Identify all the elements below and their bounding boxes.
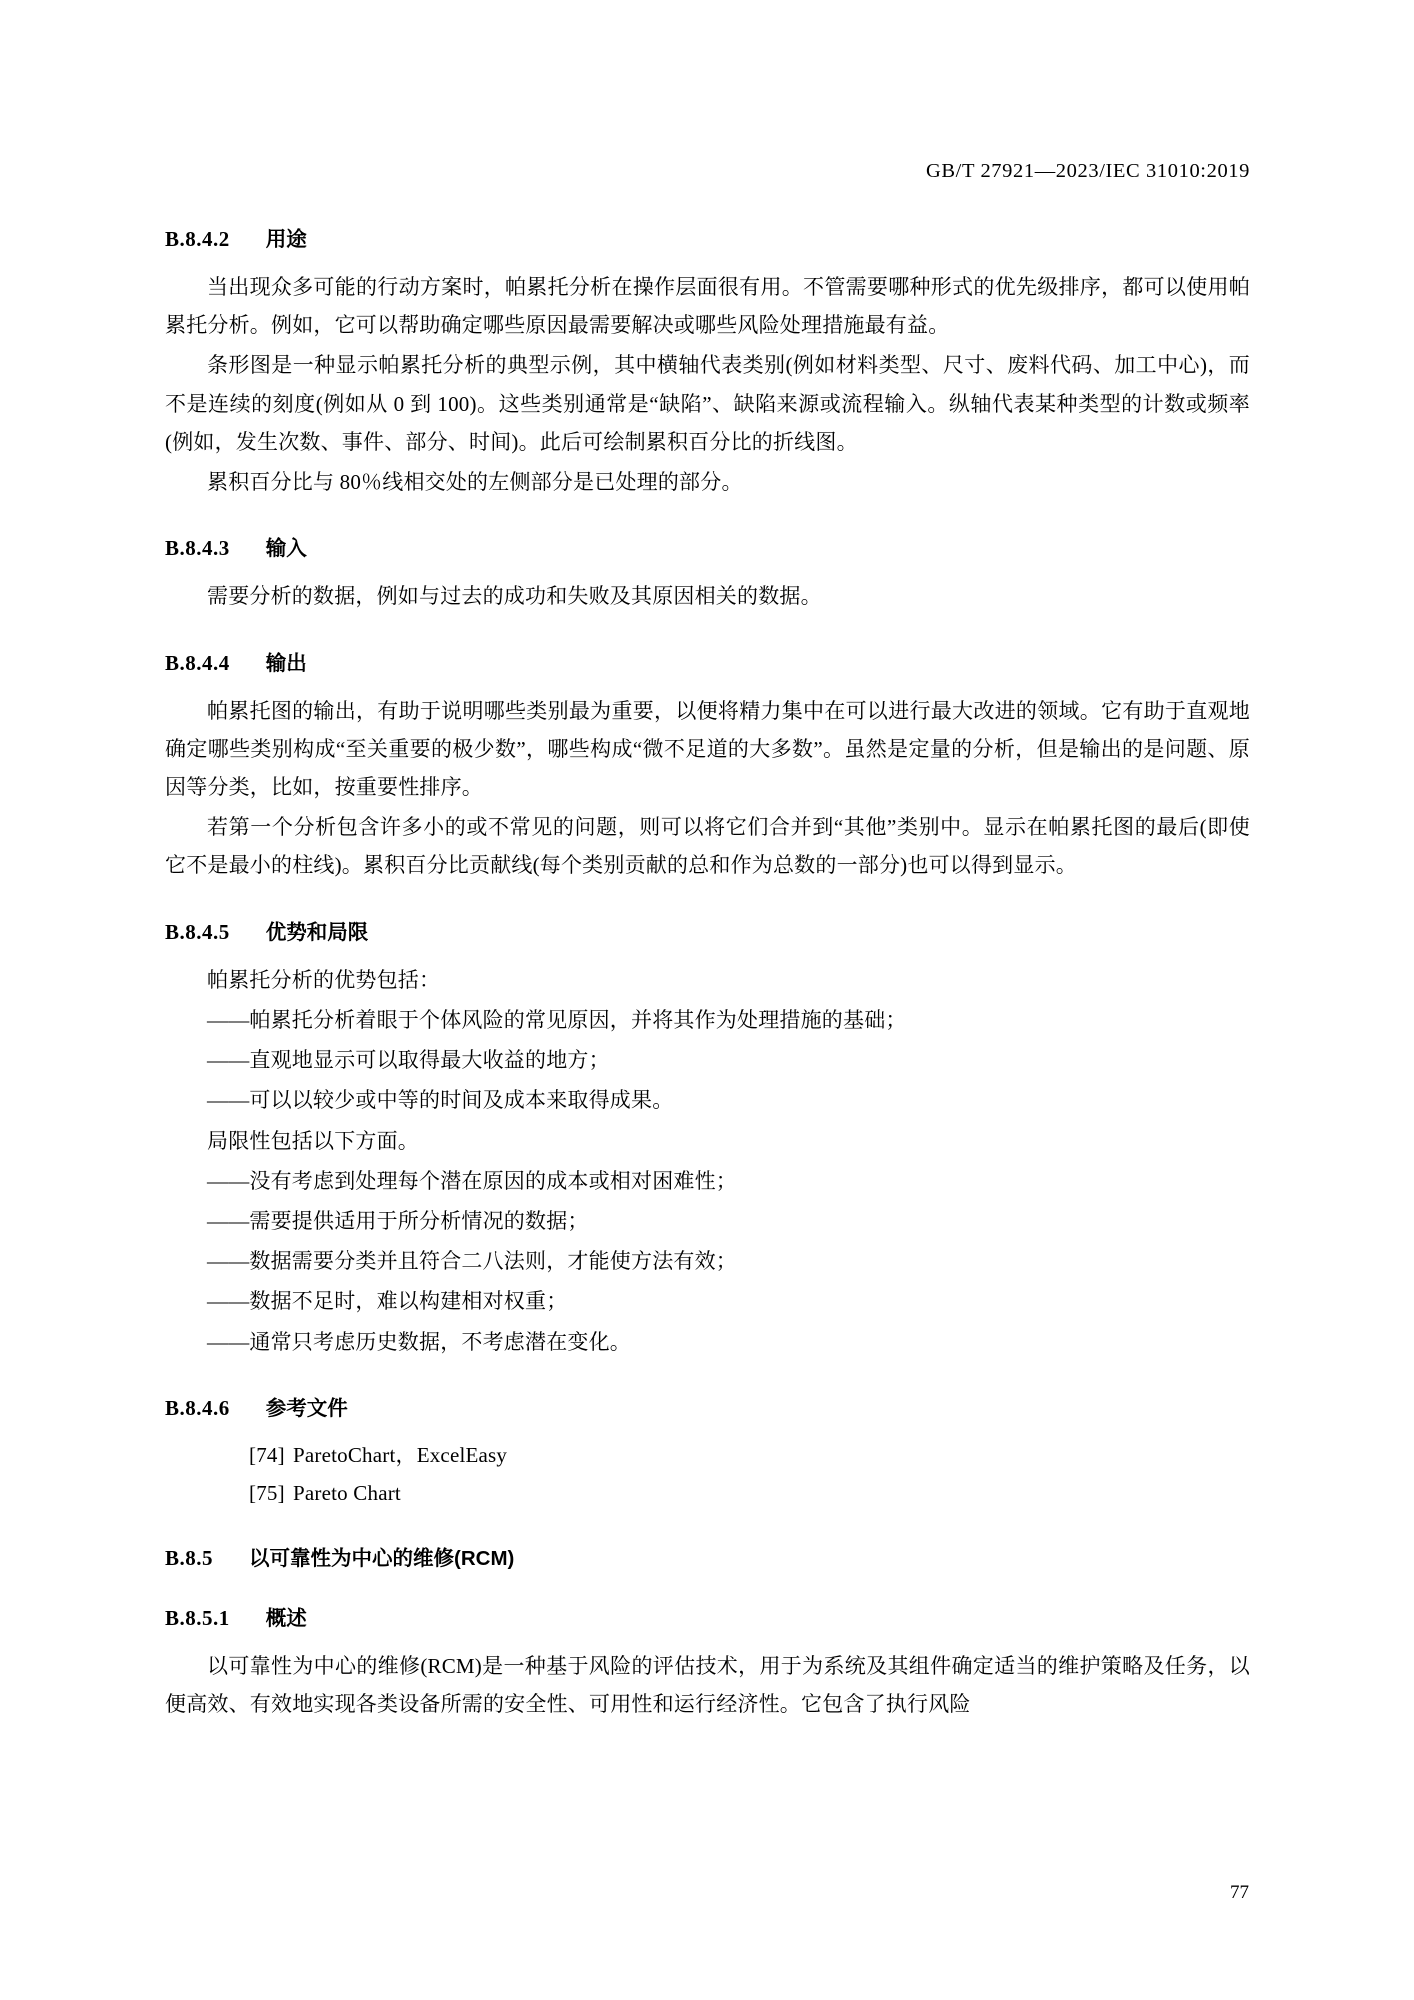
section-heading-b8425 bbox=[165, 915, 1250, 945]
document-body bbox=[165, 222, 1250, 1727]
section-heading-b8422 bbox=[165, 222, 1250, 252]
section-title: 输入 bbox=[265, 537, 307, 561]
section-number: B.8.4.3 bbox=[165, 536, 230, 561]
reference-number: [75] bbox=[249, 1480, 285, 1505]
paragraph: 帕累托图的输出，有助于说明哪些类别最为重要，以便将精力集中在可以进行最大改进的领域。它有助于直观地确定哪些类别构成“至关重要的极少数”，哪些构成“微不足道的大多数”。虽然是定量的分析，但是输出的是问题、原因等分类，比如，按重要性排序。 bbox=[165, 698, 1250, 799]
section-number: B.8.4.4 bbox=[165, 650, 230, 675]
paragraph: 若第一个分析包含许多小的或不常见的问题，则可以将它们合并到“其他”类别中。显示在帕累托图的最后(即使它不是最小的柱线)。累积百分比贡献线(每个类别贡献的总和作为总数的一部分)也可以得到显示。 bbox=[165, 815, 1250, 878]
section-heading-b85 bbox=[165, 1541, 1250, 1571]
paragraph: 条形图是一种显示帕累托分析的典型示例，其中横轴代表类别(例如材料类型、尺寸、废料代码、加工中心)，而不是连续的刻度(例如从 0 到 100)。这些类别通常是“缺陷”、缺陷来源或流程输入。纵轴代表某种类型的计数或频率(例如，发生次数、事件、部分、时间)。此后可绘制累积百分比的折线图。 bbox=[165, 353, 1250, 454]
section-number: B.8.4.5 bbox=[165, 919, 230, 944]
section-title: 以可靠性为中心的维修(RCM) bbox=[249, 1547, 515, 1571]
list-item: ——通常只考虑历史数据，不考虑潜在变化。 bbox=[207, 1329, 631, 1354]
list-item: ——可以以较少或中等的时间及成本来取得成果。 bbox=[207, 1088, 674, 1113]
section-title: 用途 bbox=[265, 228, 307, 251]
section-title: 参考文件 bbox=[265, 1396, 348, 1420]
paragraph: 累积百分比与 80％线相交处的左侧部分是已处理的部分。 bbox=[207, 470, 743, 495]
reference-text: ParetoChart，ExcelEasy bbox=[293, 1442, 508, 1467]
reference-item bbox=[165, 1475, 1250, 1511]
list-item: ——帕累托分析着眼于个体风险的常见原因，并将其作为处理措施的基础； bbox=[207, 1007, 907, 1032]
page-header: GB/T 27921—2023/IEC 31010:2019 bbox=[926, 160, 1250, 182]
limits-intro: 局限性包括以下方面。 bbox=[207, 1128, 419, 1153]
reference-item bbox=[165, 1437, 1250, 1473]
section-heading-b8426 bbox=[165, 1391, 1250, 1421]
reference-text: Pareto Chart bbox=[293, 1480, 401, 1505]
section-body-b8424 bbox=[165, 692, 1250, 885]
paragraph: 以可靠性为中心的维修(RCM)是一种基于风险的评估技术，用于为系统及其组件确定适当的维护策略及任务，以便高效、有效地实现各类设备所需的安全性、可用性和运行经济性。它包含了执行风险 bbox=[165, 1654, 1250, 1717]
reference-number: [74] bbox=[249, 1442, 285, 1467]
section-heading-b8423 bbox=[165, 531, 1250, 561]
list-item: ——没有考虑到处理每个潜在原因的成本或相对困难性； bbox=[207, 1168, 737, 1193]
list-item: ——直观地显示可以取得最大收益的地方； bbox=[207, 1048, 610, 1073]
advantages-intro: 帕累托分析的优势包括： bbox=[207, 967, 441, 992]
list-item: ——数据需要分类并且符合二八法则，才能使方法有效； bbox=[207, 1249, 737, 1274]
section-body-b8422 bbox=[165, 268, 1250, 501]
section-number: B.8.4.2 bbox=[165, 227, 230, 251]
section-title: 优势和局限 bbox=[265, 920, 369, 944]
reference-list bbox=[165, 1437, 1250, 1511]
section-number: B.8.4.6 bbox=[165, 1395, 230, 1420]
section-body-b8423 bbox=[165, 577, 1250, 615]
section-number: B.8.5 bbox=[165, 1546, 214, 1571]
section-title: 概述 bbox=[265, 1607, 307, 1631]
section-number: B.8.5.1 bbox=[165, 1606, 230, 1631]
section-title: 输出 bbox=[265, 651, 307, 675]
page-number: 77 bbox=[1230, 1882, 1249, 1903]
paragraph: 需要分析的数据，例如与过去的成功和失败及其原因相关的数据。 bbox=[207, 584, 822, 609]
list-item: ——需要提供适用于所分析情况的数据； bbox=[207, 1208, 589, 1233]
section-body-b851 bbox=[165, 1647, 1250, 1723]
section-heading-b851 bbox=[165, 1601, 1250, 1631]
section-heading-b8424 bbox=[165, 646, 1250, 676]
list-item: ——数据不足时，难以构建相对权重； bbox=[207, 1289, 568, 1314]
paragraph: 当出现众多可能的行动方案时，帕累托分析在操作层面很有用。不管需要哪种形式的优先级排序，都可以使用帕累托分析。例如，它可以帮助确定哪些原因最需要解决或哪些风险处理措施最有益。 bbox=[165, 275, 1250, 338]
section-body-b8425 bbox=[165, 961, 1250, 1361]
